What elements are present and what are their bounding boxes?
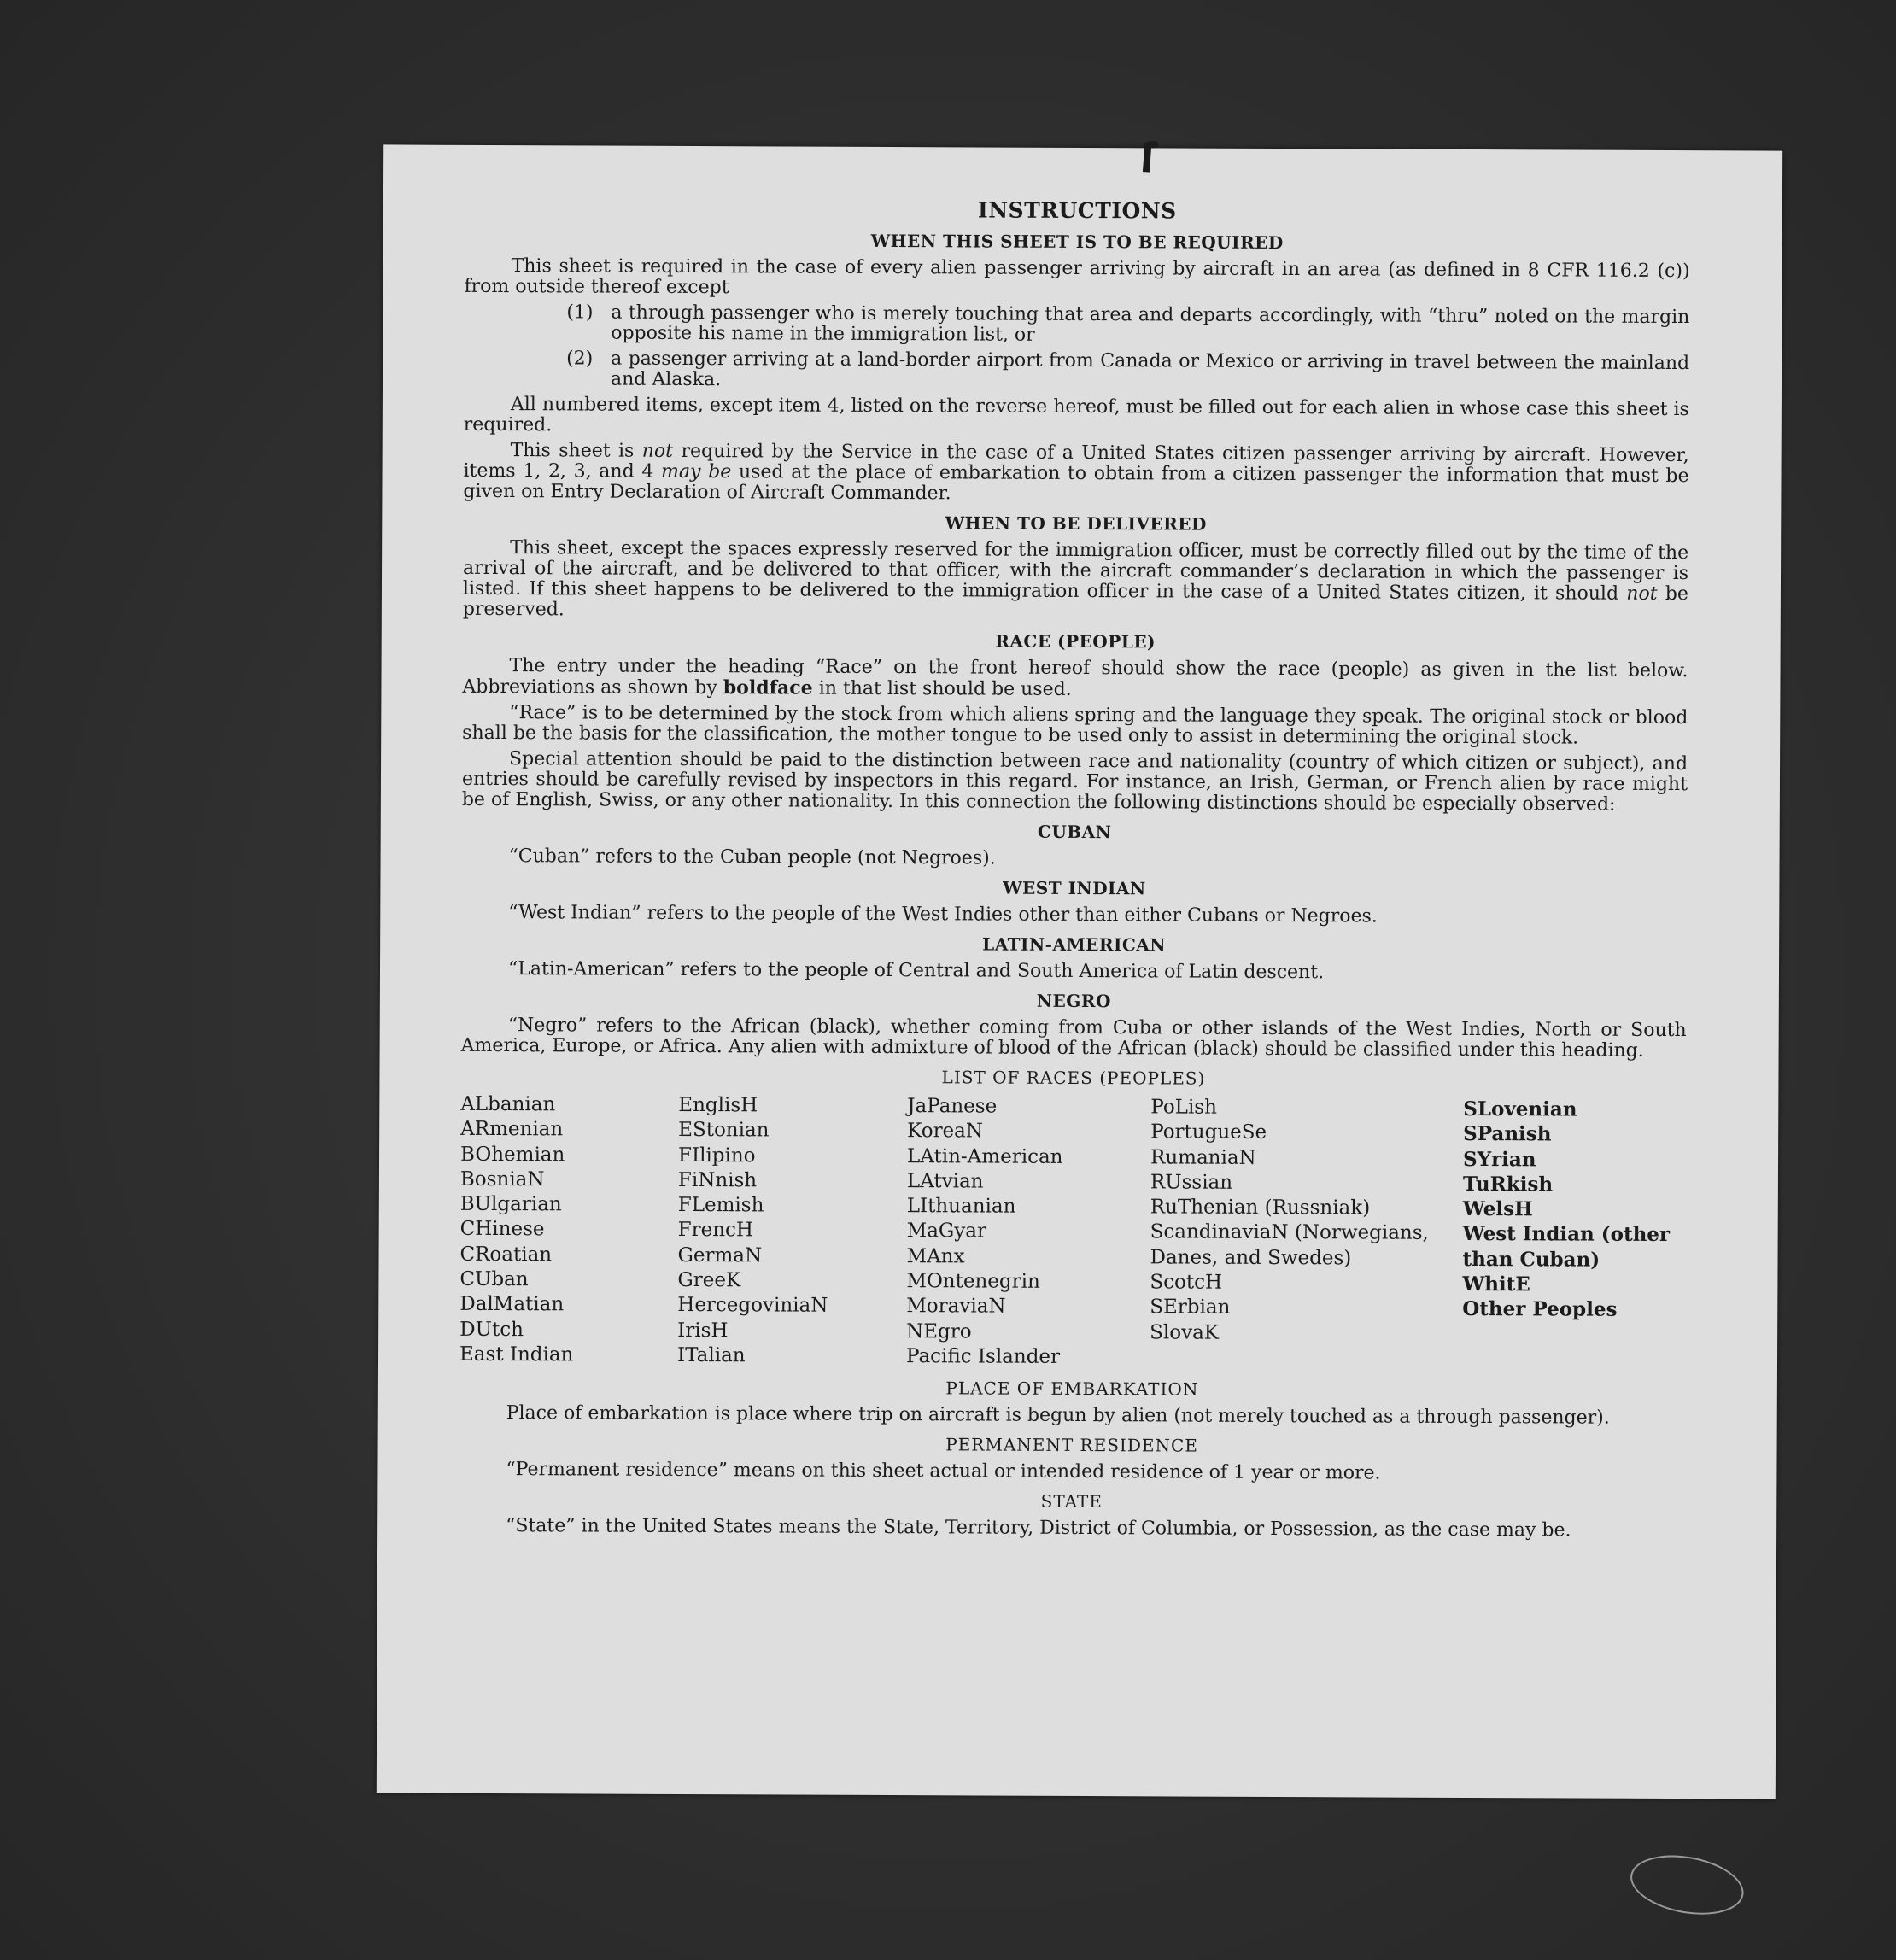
race-entry: IrisH <box>677 1319 729 1342</box>
race-entry: FIlipino <box>678 1144 756 1167</box>
list-item-exception-2 <box>464 348 1689 395</box>
paragraph-west-indian: “West Indian” refers to the people of the West Indies other than either Cubans or Negroes. <box>508 902 1378 927</box>
race-entry: SYrian <box>1462 1147 1536 1171</box>
paragraph-cuban: “Cuban” refers to the Cuban people (not Negroes). <box>508 845 996 869</box>
race-entry: BOhemian <box>460 1143 565 1166</box>
race-entry: DalMatian <box>459 1293 565 1316</box>
race-entry: MoraviaN <box>906 1295 1006 1319</box>
race-entry: RUssian <box>1150 1171 1233 1194</box>
pencil-circle-mark <box>1626 1847 1749 1923</box>
page-title: INSTRUCTIONS <box>977 197 1177 224</box>
race-entry: MaGyar <box>906 1220 987 1243</box>
item-text: a through passenger who is merely touching that area and departs accordingly, with “thru” noted on the margin opposite his name in the immigration list, or <box>611 301 1690 346</box>
heading-latin-american: LATIN-AMERICAN <box>982 933 1167 956</box>
race-entry: SPanish <box>1463 1122 1552 1146</box>
race-entry: PoLish <box>1150 1096 1218 1119</box>
race-entry: GreeK <box>677 1269 741 1292</box>
race-entry: Pacific Islander <box>905 1345 1061 1368</box>
text-run: The entry under the heading “Race” on the front hereof should show the race (people) as given in the list below. Abbreviations as shown by <box>462 655 1688 699</box>
paragraph-race-stock: “Race” is to be determined by the stock from which aliens spring and the language they speak. The original stock or blood shall be the basis for the classification, the mother tongue to be used only to assist in determining the original stock. <box>462 702 1688 749</box>
bold-boldface: boldface <box>723 676 813 699</box>
italic-not: not <box>1626 582 1658 605</box>
race-entry: CUban <box>459 1267 529 1291</box>
paragraph-latin-american: “Latin-American” refers to the people of Central and South America of Latin descent. <box>507 958 1325 984</box>
heading-list-of-races: LIST OF RACES (PEOPLES) <box>941 1067 1206 1089</box>
race-entry: TuRkish <box>1462 1172 1554 1196</box>
races-column-5 <box>1462 1097 1681 1372</box>
paragraph-state: “State” in the United States means the State, Territory, District of Columbia, or Possession, as the case may be. <box>506 1515 1571 1542</box>
paragraph-race-nationality: Special attention should be paid to the distinction between race and nationality (country of which citizen or subject), and entries should be carefully revised by inspectors in this regard. For instance, an Irish, German, or French alien by race might be of English, Swiss, or any other nationality. In this connection the following distinctions should be especially observed: <box>461 748 1688 816</box>
race-entry: MOntenegrin <box>906 1270 1040 1293</box>
paragraph-permanent-residence: “Permanent residence” means on this sheet actual or intended residence of 1 year or more. <box>506 1459 1381 1484</box>
race-entry: ARmenian <box>460 1118 564 1141</box>
races-column-1 <box>459 1092 678 1368</box>
heading-race: RACE (PEOPLE) <box>995 630 1156 652</box>
document-body <box>459 198 1690 1548</box>
race-entry: DUtch <box>459 1318 524 1341</box>
race-entry: EStonian <box>678 1119 770 1142</box>
race-entry: CRoatian <box>459 1243 553 1267</box>
race-entry: WhitE <box>1462 1273 1530 1296</box>
race-entry: JaPanese <box>907 1095 998 1118</box>
race-entry: East Indian <box>459 1343 574 1366</box>
race-entry: LIthuanian <box>906 1195 1016 1218</box>
paragraph-race-entry <box>462 656 1688 703</box>
race-entry: RuThenian (Russniak) <box>1150 1196 1371 1220</box>
paragraph-negro: “Negro” refers to the African (black), whether coming from Cuba or other islands of the West Indies, North or South America, Europe, or Africa. Any alien with admixture of blood of the African (black) should be classified under this heading. <box>460 1015 1687 1062</box>
item-text: a passenger arriving at a land-border airport from Canada or Mexico or arriving in travel between the mainland and Alaska. <box>610 348 1690 391</box>
race-entry: FLemish <box>677 1194 764 1217</box>
text-run: be preserved. <box>462 582 1688 621</box>
race-entry: FrencH <box>677 1219 754 1242</box>
heading-permanent-residence: PERMANENT RESIDENCE <box>945 1434 1198 1456</box>
races-column-2 <box>677 1093 907 1369</box>
race-entry: BosniaN <box>459 1167 545 1191</box>
race-entry: ScandinaviaN (Norwegians, Danes, and Swedes) <box>1150 1220 1429 1270</box>
list-item-exception-1 <box>464 302 1689 348</box>
item-number: (1) <box>566 301 594 324</box>
italic-not: not <box>641 440 674 462</box>
heading-when-required: WHEN THIS SHEET IS TO BE REQUIRED <box>870 230 1284 254</box>
race-entry: BUlgarian <box>459 1193 562 1216</box>
text-run: This sheet, except the spaces expressly reserved for the immigration officer, must be correctly filled out by the time of the arrival of the aircraft, and be delivered to that officer, with the aircraft commander’s declaration in which the passenger is listed. If this sheet happens to be delivered to the immigration officer in the case of a United States citizen, it should <box>462 537 1689 605</box>
race-entry: ITalian <box>676 1343 746 1367</box>
heading-when-delivered: WHEN TO BE DELIVERED <box>945 512 1207 535</box>
race-entry: CHinese <box>459 1218 545 1241</box>
race-entry: MAnx <box>906 1244 965 1268</box>
race-entry: RumaniaN <box>1150 1145 1256 1169</box>
race-entry: LAtin-American <box>907 1144 1063 1168</box>
paragraph-numbered-items: All numbered items, except item 4, listed on the reverse hereof, must be filled out for each alien in whose case this sheet is required. <box>463 394 1689 436</box>
race-entry: WelsH <box>1462 1197 1533 1221</box>
race-entry: KoreaN <box>907 1120 984 1143</box>
race-entry: SlovaK <box>1150 1321 1220 1344</box>
staple-mark-head <box>1146 141 1158 148</box>
paragraph-delivered <box>463 538 1688 625</box>
race-entry: SErbian <box>1150 1296 1231 1319</box>
text-run: required by the Service in the case of a United States citizen passenger arriving by aircraft. However, items 1, 2, 3, and 4 <box>463 440 1689 483</box>
race-entry: FiNnish <box>677 1168 758 1192</box>
heading-cuban: CUBAN <box>1037 821 1112 843</box>
races-column-4 <box>1150 1095 1463 1372</box>
race-entry: GermaN <box>677 1243 763 1267</box>
item-number: (2) <box>566 348 594 370</box>
italic-may-be: may be <box>661 460 732 483</box>
race-entry: Other Peoples <box>1462 1297 1618 1322</box>
race-entry: NEgro <box>906 1319 972 1343</box>
race-entry: LAtvian <box>906 1170 984 1193</box>
races-column-3 <box>906 1094 1150 1371</box>
paragraph-citizen <box>463 441 1688 507</box>
race-entry: ScotcH <box>1150 1271 1223 1294</box>
text-run: used at the place of embarkation to obtain from a citizen passenger the information that must be given on Entry Declaration of Aircraft Commander. <box>463 461 1689 505</box>
heading-west-indian: WEST INDIAN <box>1003 877 1146 899</box>
paragraph-required: This sheet is required in the case of every alien passenger arriving by aircraft in an area (as defined in 8 CFR 116.2 (c)) from outside thereof except <box>464 255 1690 299</box>
race-entry: SLovenian <box>1463 1097 1577 1121</box>
race-entry: West Indian (other than Cuban) <box>1462 1222 1671 1272</box>
race-entry: ALbanian <box>460 1092 556 1116</box>
heading-negro: NEGRO <box>1036 990 1111 1012</box>
text-run: This sheet is <box>510 440 642 462</box>
instruction-sheet <box>377 144 1782 1799</box>
race-entry: HercegoviniaN <box>677 1294 828 1318</box>
race-entry: EnglisH <box>678 1093 758 1117</box>
text-run: in that list should be used. <box>812 677 1072 700</box>
races-list <box>459 1092 1686 1373</box>
race-entry: PortugueSe <box>1150 1120 1267 1144</box>
heading-embarkation: PLACE OF EMBARKATION <box>945 1378 1199 1400</box>
heading-state: STATE <box>1040 1491 1103 1512</box>
paragraph-embarkation: Place of embarkation is place where trip on aircraft is begun by alien (not merely touched as a through passenger). <box>506 1402 1610 1429</box>
